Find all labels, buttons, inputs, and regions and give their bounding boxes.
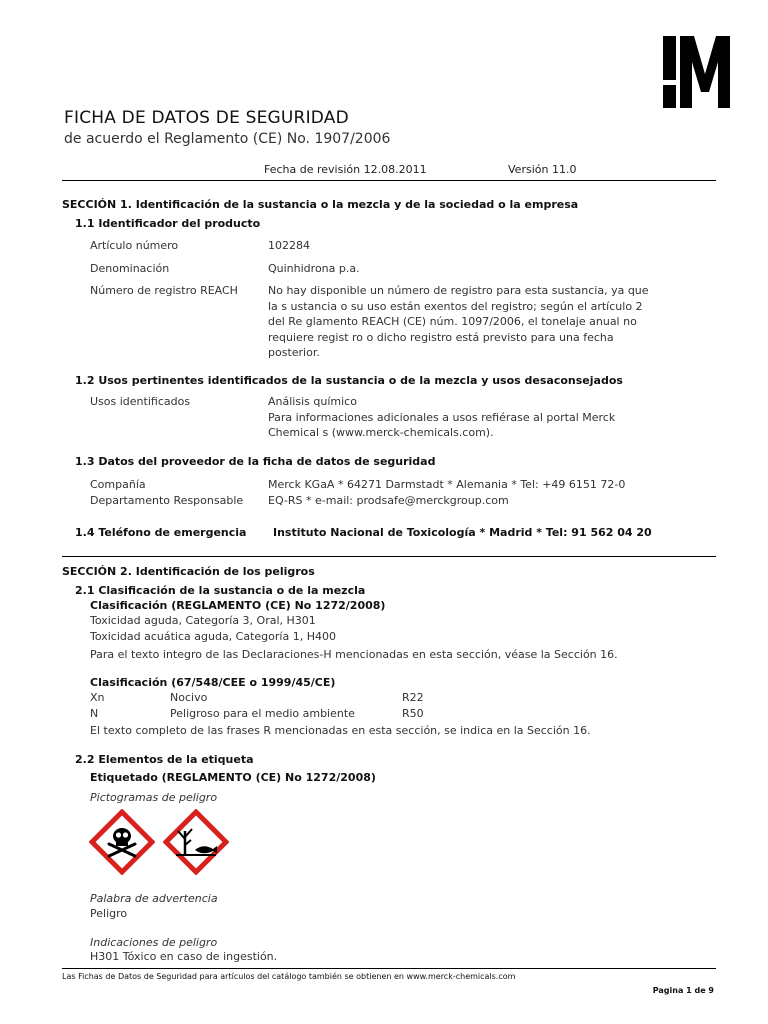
section-divider — [62, 556, 716, 557]
section1-title: SECCIÓN 1. Identificación de la sustancia o la mezcla y de la sociedad o la empresa — [62, 198, 579, 211]
article-number-value: 102284 — [268, 239, 310, 252]
labelling-title: Etiquetado (REGLAMENTO (CE) No 1272/2008) — [90, 771, 376, 784]
clp-classification-title: Clasificación (REGLAMENTO (CE) No 1272/2008) — [90, 599, 386, 612]
signal-word-label: Palabra de advertencia — [90, 892, 218, 905]
clp-note: Para el texto integro de las Declaraciones-H mencionadas en esta sección, véase la Sección 16. — [90, 648, 618, 661]
document-title: FICHA DE DATOS DE SEGURIDAD — [64, 108, 349, 128]
hazard-statements-label: Indicaciones de peligro — [90, 936, 218, 949]
document-subtitle: de acuerdo el Reglamento (CE) No. 1907/2006 — [64, 131, 391, 147]
environment-hazard-icon — [163, 809, 229, 875]
revision-date: Fecha de revisión 12.08.2011 — [264, 163, 427, 176]
clp-classification-lines: Toxicidad aguda, Categoría 3, Oral, H301 Toxicidad acuática aguda, Categoría 1, H400 — [90, 614, 336, 643]
section2-title: SECCIÓN 2. Identificación de los peligros — [62, 565, 315, 578]
section1-3-title: 1.3 Datos del proveedor de la ficha de datos de seguridad — [75, 455, 436, 468]
identified-uses-label: Usos identificados — [90, 395, 191, 408]
reach-number-value: No hay disponible un número de registro para esta sustancia, ya que la s ustancia o su uso están exentos del registro; según el artículo 2 del Re glamento REACH (CE) núm. 1097/2006, el tonelaje anual no requiere regist ro o dicho registro está previsto para una fecha posterior. — [268, 284, 649, 359]
section2-2-title: 2.2 Elementos de la etiqueta — [75, 753, 254, 766]
skull-crossbones-icon — [89, 809, 155, 875]
section1-4-title: 1.4 Teléfono de emergencia — [75, 526, 247, 539]
denomination-label: Denominación — [90, 262, 170, 275]
emergency-phone-value: Instituto Nacional de Toxicología * Madrid * Tel: 91 562 04 20 — [273, 526, 652, 539]
department-label: Departamento Responsable — [90, 494, 244, 507]
merck-logo — [660, 34, 731, 110]
version: Versión 11.0 — [508, 163, 577, 176]
footer-rule — [62, 968, 716, 969]
dsd-desc-n: Peligroso para el medio ambiente — [170, 707, 355, 720]
section1-2-title: 1.2 Usos pertinentes identificados de la sustancia o de la mezcla y usos desaconsejados — [75, 374, 623, 387]
department-value: EQ-RS * e-mail: prodsafe@merckgroup.com — [268, 494, 509, 507]
signal-word-value: Peligro — [90, 907, 128, 920]
footer-note: Las Fichas de Datos de Seguridad para artículos del catálogo también se obtienen en www.merck-chemicals.com — [62, 972, 516, 981]
page-number: Pagina 1 de 9 — [652, 986, 714, 995]
dsd-r-xn: R22 — [402, 691, 424, 704]
dsd-classification-title: Clasificación (67/548/CEE o 1999/45/CE) — [90, 676, 336, 689]
dsd-note: El texto completo de las frases R mencionadas en esta sección, se indica en la Sección 16. — [90, 724, 591, 737]
header-rule — [62, 180, 716, 181]
dsd-r-n: R50 — [402, 707, 424, 720]
pictograms-label: Pictogramas de peligro — [90, 791, 218, 804]
identified-uses-value: Análisis químico Para informaciones adicionales a usos refiérase al portal Merck Chemical s (www.merck-chemicals.com). — [268, 395, 616, 439]
company-label: Compañía — [90, 478, 146, 491]
section2-1-title: 2.1 Clasificación de la sustancia o de la mezcla — [75, 584, 366, 597]
article-number-label: Artículo número — [90, 239, 179, 252]
dsd-code-xn: Xn — [90, 691, 105, 704]
section1-1-title: 1.1 Identificador del producto — [75, 217, 261, 230]
dsd-code-n: N — [90, 707, 99, 720]
company-value: Merck KGaA * 64271 Darmstadt * Alemania * Tel: +49 6151 72-0 — [268, 478, 626, 491]
reach-number-label: Número de registro REACH — [90, 284, 238, 297]
dsd-desc-xn: Nocivo — [170, 691, 208, 704]
hazard-statement-h301: H301 Tóxico en caso de ingestión. — [90, 950, 278, 963]
denomination-value: Quinhidrona p.a. — [268, 262, 360, 275]
